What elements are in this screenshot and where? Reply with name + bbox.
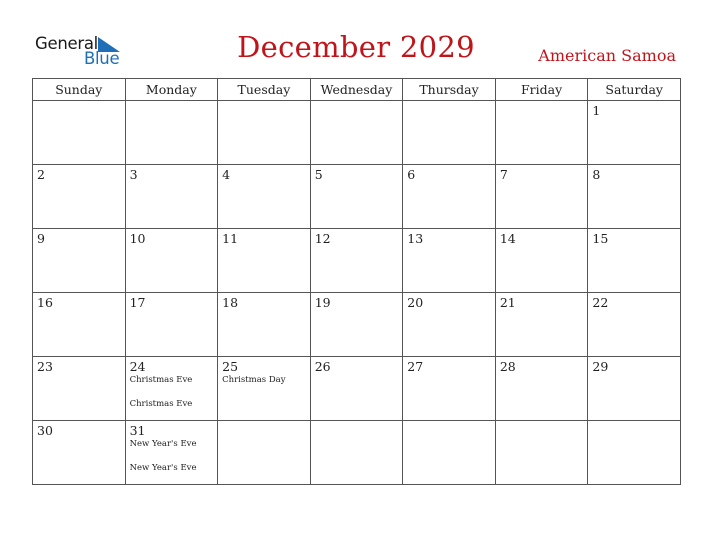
day-cell	[588, 229, 681, 293]
day-cell	[33, 357, 126, 421]
day-number: 13	[407, 231, 424, 246]
day-number: 11	[222, 231, 239, 246]
day-cell	[403, 101, 496, 165]
day-cell	[495, 229, 588, 293]
day-cell	[588, 101, 681, 165]
day-number	[588, 421, 680, 424]
day-number: 7	[499, 167, 508, 182]
day-cell	[125, 229, 218, 293]
day-cell	[33, 101, 126, 165]
week-row	[33, 293, 681, 357]
day-number	[126, 101, 218, 104]
day-number: 10	[129, 231, 146, 246]
logo-text-blue: Blue	[84, 49, 120, 68]
day-cell	[403, 293, 496, 357]
day-number	[311, 101, 403, 104]
day-cell	[310, 421, 403, 485]
day-number: 29	[592, 359, 609, 374]
day-number: 1	[592, 103, 601, 118]
day-cell	[125, 293, 218, 357]
day-number	[218, 421, 310, 424]
week-row	[33, 101, 681, 165]
day-number: 31	[129, 423, 146, 438]
day-cell	[125, 165, 218, 229]
day-number	[33, 101, 125, 104]
holiday-event: Christmas Eve	[129, 399, 193, 409]
weekday-header: Sunday	[33, 79, 126, 101]
day-cell	[403, 165, 496, 229]
day-cell	[495, 165, 588, 229]
day-cell	[33, 421, 126, 485]
week-row	[33, 421, 681, 485]
holiday-event: New Year's Eve	[129, 463, 197, 473]
day-number: 8	[592, 167, 601, 182]
day-number: 20	[407, 295, 424, 310]
day-cell	[495, 293, 588, 357]
region-label: American Samoa	[538, 46, 676, 65]
day-number: 23	[37, 359, 53, 374]
calendar-grid	[32, 78, 681, 485]
day-cell	[310, 293, 403, 357]
day-cell	[588, 165, 681, 229]
day-number: 19	[314, 295, 331, 310]
day-number	[403, 421, 495, 424]
holiday-event: Christmas Day	[222, 375, 286, 385]
day-cell	[495, 421, 588, 485]
day-cell	[495, 357, 588, 421]
day-cell	[218, 421, 311, 485]
day-number: 12	[314, 231, 331, 246]
day-cell	[125, 357, 218, 421]
day-number: 28	[499, 359, 516, 374]
day-cell	[588, 421, 681, 485]
day-cell	[403, 229, 496, 293]
day-number: 25	[222, 359, 239, 374]
holiday-event: New Year's Eve	[129, 439, 197, 449]
week-row	[33, 165, 681, 229]
day-cell	[33, 293, 126, 357]
day-number: 18	[222, 295, 239, 310]
page-title: December 2029	[237, 30, 475, 64]
day-number: 15	[592, 231, 609, 246]
day-cell	[125, 421, 218, 485]
weekday-header-row	[33, 79, 681, 101]
weekday-header: Friday	[495, 79, 588, 101]
weekday-header: Thursday	[403, 79, 496, 101]
day-cell	[495, 101, 588, 165]
weekday-header: Monday	[125, 79, 218, 101]
day-number: 30	[37, 423, 53, 438]
day-cell	[588, 293, 681, 357]
day-cell	[218, 293, 311, 357]
day-number: 16	[37, 295, 53, 310]
day-number: 9	[37, 231, 45, 246]
day-cell	[218, 357, 311, 421]
day-number	[311, 421, 403, 424]
calendar-body	[33, 101, 681, 485]
day-cell	[218, 165, 311, 229]
day-number: 6	[407, 167, 416, 182]
day-number: 3	[129, 167, 138, 182]
day-number: 24	[129, 359, 146, 374]
day-number: 26	[314, 359, 331, 374]
day-cell	[310, 101, 403, 165]
day-number	[496, 421, 588, 424]
day-number: 14	[499, 231, 516, 246]
weekday-header: Saturday	[588, 79, 681, 101]
day-number	[218, 101, 310, 104]
day-cell	[33, 229, 126, 293]
day-number: 27	[407, 359, 424, 374]
week-row	[33, 229, 681, 293]
week-row	[33, 357, 681, 421]
day-cell	[588, 357, 681, 421]
day-number	[403, 101, 495, 104]
day-cell	[310, 357, 403, 421]
day-cell	[33, 165, 126, 229]
day-number: 2	[37, 167, 45, 182]
day-cell	[310, 165, 403, 229]
weekday-header: Wednesday	[310, 79, 403, 101]
day-cell	[218, 101, 311, 165]
day-cell	[403, 421, 496, 485]
weekday-header: Tuesday	[218, 79, 311, 101]
day-number: 5	[314, 167, 323, 182]
holiday-event: Christmas Eve	[129, 375, 193, 385]
day-cell	[218, 229, 311, 293]
day-cell	[403, 357, 496, 421]
day-number: 21	[499, 295, 516, 310]
day-cell	[125, 101, 218, 165]
day-number: 22	[592, 295, 609, 310]
day-number: 4	[222, 167, 231, 182]
logo-text-general: General	[35, 34, 98, 53]
day-number	[496, 101, 588, 104]
day-cell	[310, 229, 403, 293]
day-number: 17	[129, 295, 146, 310]
